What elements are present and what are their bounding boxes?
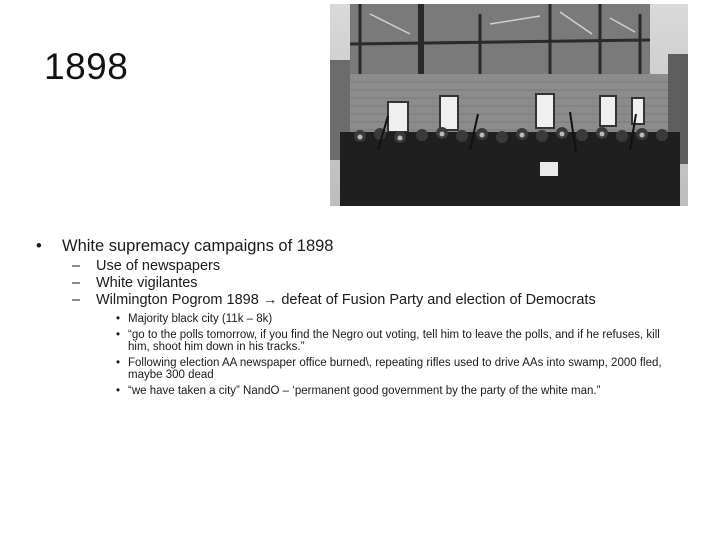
bullet-level2 bbox=[36, 275, 696, 292]
bullet-text: White supremacy campaigns of 1898 bbox=[62, 237, 334, 255]
bullet-level3 bbox=[36, 313, 676, 326]
bullet-level2 bbox=[36, 292, 696, 309]
bullet-level2 bbox=[36, 258, 696, 275]
bullet-text: “we have taken a city” NandO – ‘permanent good government by the party of the white man.” bbox=[128, 384, 601, 397]
historic-group-photo-icon bbox=[330, 4, 688, 206]
bullet-marker: – bbox=[72, 258, 81, 274]
bullet-text: Following election AA newspaper office burned\, repeating rifles used to drive AAs into swamp, 2000 fled, maybe 300 dead bbox=[128, 356, 662, 381]
bullet-marker: • bbox=[116, 328, 121, 341]
bullet-level3 bbox=[36, 357, 676, 382]
bullet-list bbox=[36, 236, 696, 400]
bullet-marker: • bbox=[116, 356, 121, 369]
sub-bullet-list bbox=[36, 313, 696, 397]
bullet-text: Majority black city (11k – 8k) bbox=[128, 313, 273, 325]
bullet-text: Wilmington Pogrom 1898 → defeat of Fusion Party and election of Democrats bbox=[96, 292, 596, 308]
bullet-marker: • bbox=[116, 384, 121, 397]
historic-group-photo bbox=[330, 4, 688, 206]
bullet-level3 bbox=[36, 329, 676, 354]
bullet-level1 bbox=[36, 236, 696, 256]
bullet-marker: – bbox=[72, 275, 81, 291]
bullet-marker: • bbox=[36, 237, 42, 255]
bullet-marker: • bbox=[116, 313, 121, 325]
bullet-text: White vigilantes bbox=[96, 275, 198, 291]
bullet-text: Use of newspapers bbox=[96, 258, 221, 274]
bullet-text: “go to the polls tomorrow, if you find the Negro out voting, tell him to leave the polls, and if he refuses, kill him, shoot him down in his tracks.” bbox=[128, 328, 660, 353]
bullet-marker: – bbox=[72, 292, 81, 308]
bullet-level3 bbox=[36, 385, 676, 398]
slide-title: 1898 bbox=[44, 46, 129, 87]
